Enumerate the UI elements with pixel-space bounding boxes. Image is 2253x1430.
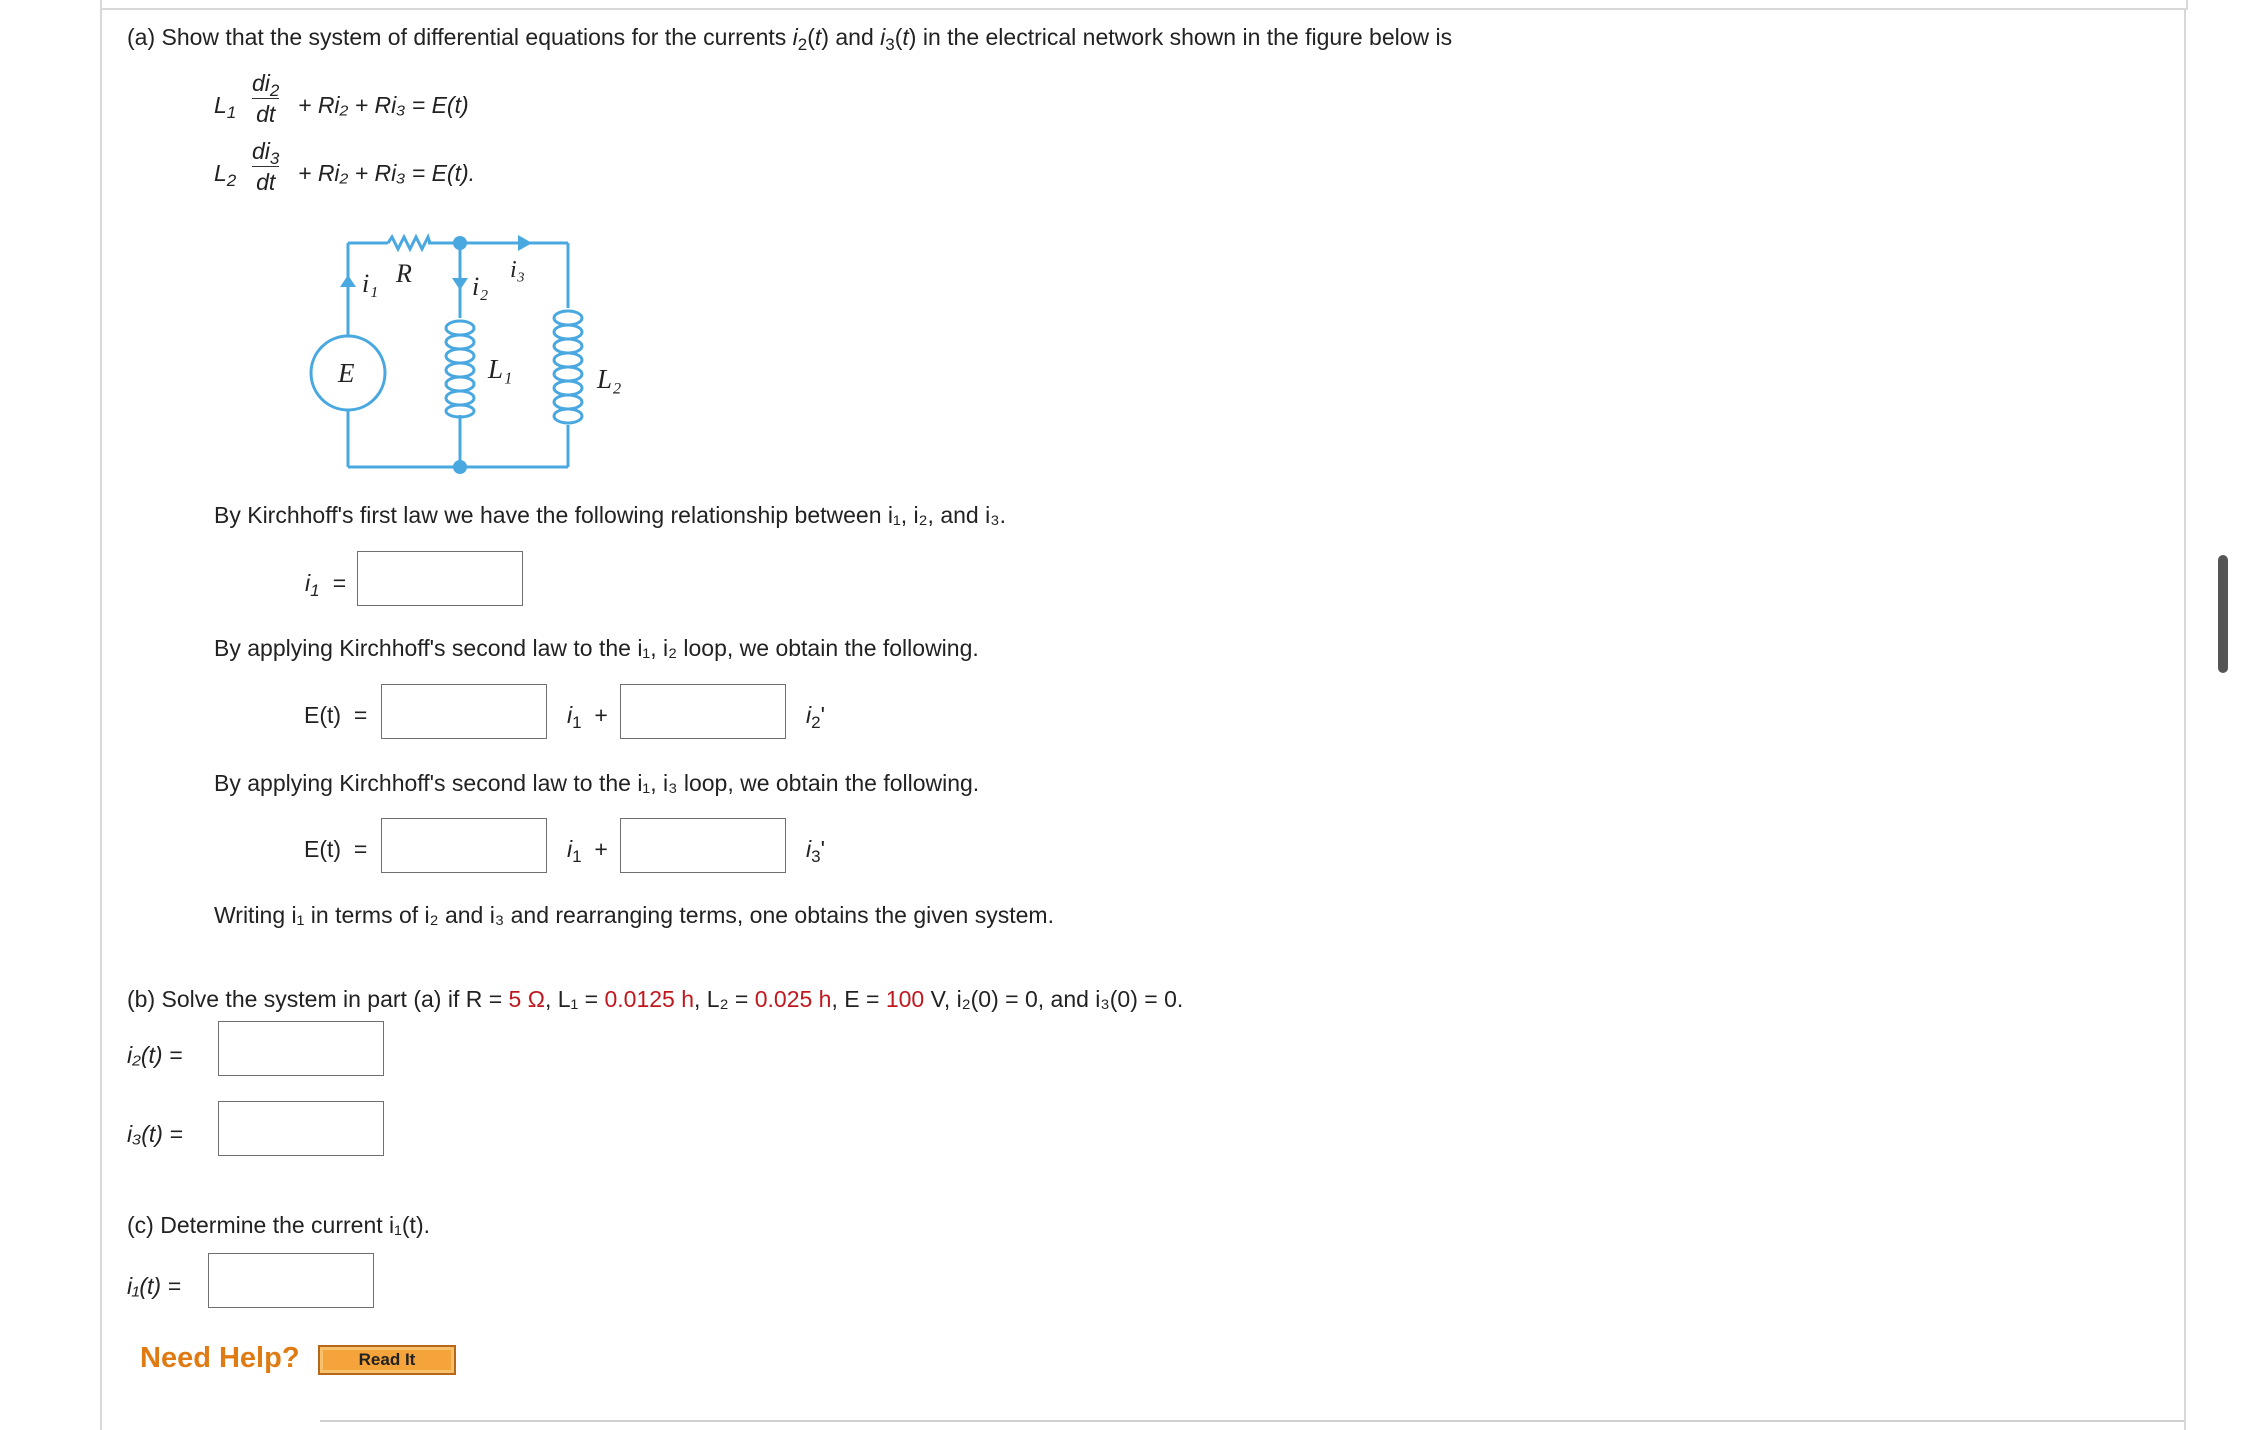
L1-label: L₁ [488,354,513,384]
eq1-fraction: $di_2$ dt [252,70,280,127]
loop13-E-label: E(t) = [304,836,368,862]
loop13-i1-plus: $i_1$ + [567,836,608,866]
i3-arrow-icon [518,235,532,251]
i2t-label: i₂(t) = [127,1042,183,1068]
eq2-rhs: + Ri₂ + Ri₃ = E(t). [298,160,476,186]
junction-bottom-dot [453,460,467,474]
i3-label: i₃ [510,257,526,283]
i1t-label: i₁(t) = [127,1273,181,1299]
i2t-input[interactable] [218,1021,384,1076]
L1-value: 0.0125 h [604,986,695,1012]
loop12-coef-i1-input[interactable] [381,684,547,739]
L2-value: 0.025 h [754,986,832,1012]
L2-label: L₂ [597,364,622,394]
eq1-L1: $L_1$ [214,92,237,122]
panel-left-border [100,8,102,1430]
panel-top-border [100,0,2188,10]
i2-arrow-icon [452,278,468,290]
i1-relation-input[interactable] [357,551,523,606]
read-it-button[interactable]: Read It [318,1345,456,1375]
loop12-i1-plus: $i_1$ + [567,702,608,732]
loop13-coef-i1-input[interactable] [381,818,547,873]
i1t-input[interactable] [208,1253,374,1308]
R-value: 5 Ω [508,986,545,1012]
resistor-label: R [396,259,412,288]
i1-label: i₁ [362,269,379,298]
part-b-prompt: (b) Solve the system in part (a) if R = 5 Ω, L₁ = 0.0125 h, L₂ = 0.025 h, E = 100 V, i₂(0) = 0, and i₃(0) = 0. [127,986,1184,1012]
loop13-i3-prime: $i_3'$ [806,836,825,866]
loop12-coef-i2prime-input[interactable] [620,684,786,739]
i3t-input[interactable] [218,1101,384,1156]
eq2-fraction: $di_3$ dt [252,138,280,195]
panel-right-border [2184,8,2186,1430]
i3t-label: i₃(t) = [127,1121,183,1147]
source-label: E [338,358,355,388]
i1-arrow-icon [340,275,356,287]
eq2-L2: $L_2$ [214,160,237,190]
need-help-label: Need Help? [140,1342,300,1374]
part-c-prompt: (c) Determine the current i₁(t). [127,1212,430,1238]
kirchhoff-second-law-loop13-text: By applying Kirchhoff's second law to the i₁, i₃ loop, we obtain the following. [214,770,980,796]
writing-terms-text: Writing i₁ in terms of i₂ and i₃ and rearranging terms, one obtains the given system. [214,902,1054,928]
E-value: 100 [885,986,925,1012]
i1-eq-label: $i_1$ = [305,570,346,600]
circuit-diagram [300,225,680,485]
loop13-coef-i3prime-input[interactable] [620,818,786,873]
loop12-i2-prime: $i_2'$ [806,702,825,732]
junction-top-dot [453,236,467,250]
part-a-intro: (a) Show that the system of differential equations for the currents $i_2(t)$ and $i_3(t)$ in the electrical network shown in the figure below is [127,24,1453,54]
kirchhoff-first-law-text: By Kirchhoff's first law we have the following relationship between i₁, i₂, and i₃. [214,502,1006,528]
eq1-rhs: + Ri₂ + Ri₃ = E(t) [298,92,469,118]
kirchhoff-second-law-loop12-text: By applying Kirchhoff's second law to the i₁, i₂ loop, we obtain the following. [214,635,979,661]
loop12-E-label: E(t) = [304,702,368,728]
scrollbar-thumb[interactable] [2218,555,2228,673]
panel-bottom-border [320,1420,2184,1422]
i2-label: i₂ [472,272,489,301]
